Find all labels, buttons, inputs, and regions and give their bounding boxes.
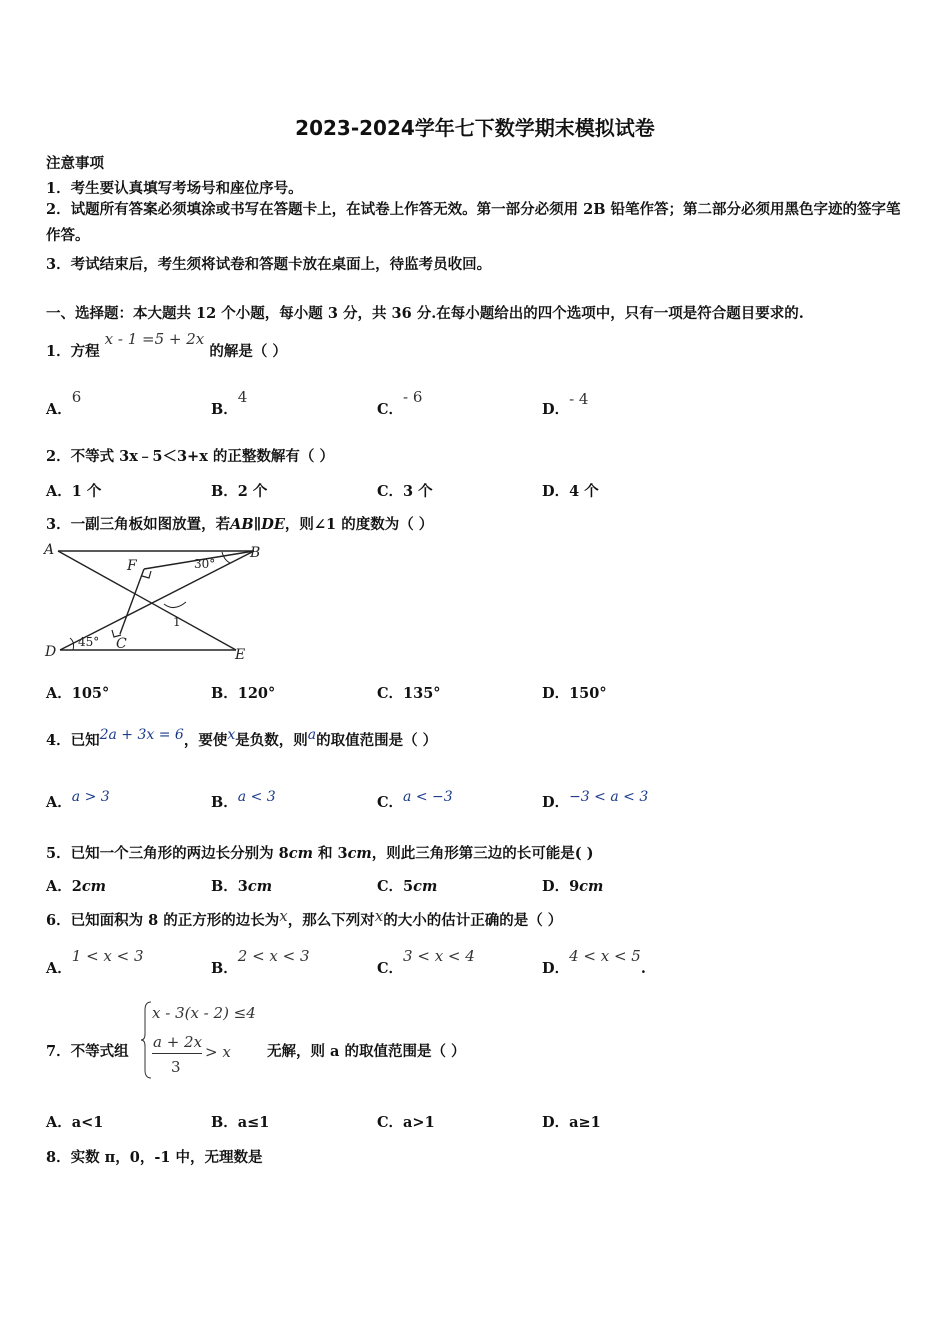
q2-stem: 2．不等式 3x﹣5＜3+x 的正整数解有（ ） — [46, 448, 334, 465]
q7-inequality-2-rhs: > x — [205, 1043, 231, 1061]
segment-fc — [120, 569, 144, 634]
q4-option-b[interactable]: B．a < 3 — [211, 789, 276, 811]
q7-option-b[interactable]: B．a≤1 — [211, 1114, 270, 1131]
q6-option-b[interactable]: B．2 < x < 3 — [211, 947, 310, 977]
q4-option-c[interactable]: C．a < −3 — [377, 789, 453, 811]
q7-option-d[interactable]: D．a≥1 — [542, 1114, 601, 1131]
q1-post: 的解是（ ） — [209, 343, 287, 360]
label-e: E — [235, 647, 246, 663]
q7-inequality-1: x - 3(x - 2) ≤4 — [152, 1004, 256, 1022]
q4-option-a[interactable]: A．a > 3 — [46, 789, 110, 811]
q2-option-c[interactable]: C．3 个 — [377, 483, 433, 500]
page-title: 2023-2024学年七下数学期末模拟试卷 — [295, 116, 655, 140]
label-45-degrees: 45° — [78, 635, 100, 649]
q3-condition: AB∥DE — [230, 516, 285, 533]
q4-stem: 4．已知2a + 3x = 6，要使x是负数，则a的取值范围是（ ） — [46, 727, 438, 749]
q1-stem — [46, 330, 287, 361]
q7-fraction-denominator: 3 — [171, 1058, 181, 1076]
q5-stem: 5．已知一个三角形的两边长分别为 8cm 和 3cm，则此三角形第三边的长可能是( ) — [46, 845, 594, 862]
q5-option-a[interactable]: A．2cm — [46, 878, 107, 895]
q6-option-c[interactable]: C．3 < x < 4 — [377, 947, 475, 977]
q1-option-d[interactable]: D．- 4 — [542, 390, 589, 418]
q1-equation: x - 1 =5 + 2x — [104, 330, 205, 348]
label-b: B — [250, 545, 261, 561]
q7-post: 无解，则 a 的取值范围是（ ） — [267, 1043, 466, 1060]
q3-option-c[interactable]: C．135° — [377, 685, 441, 702]
q5-option-c[interactable]: C．5cm — [377, 878, 438, 895]
q4-equation: 2a + 3x = 6 — [99, 727, 184, 743]
q7-option-a[interactable]: A．a<1 — [46, 1114, 104, 1131]
notice-item-1: 1．考生要认真填写考场号和座位序号。 — [46, 180, 303, 197]
q7-system — [141, 1000, 271, 1080]
q3-option-b[interactable]: B．120° — [211, 685, 276, 702]
notice-heading: 注意事项 — [46, 155, 104, 172]
q7-option-c[interactable]: C．a>1 — [377, 1114, 435, 1131]
q2-option-d[interactable]: D．4 个 — [542, 483, 599, 500]
q5-option-b[interactable]: B．3cm — [211, 878, 273, 895]
label-30-degrees: 30° — [194, 557, 216, 571]
label-c: C — [116, 636, 127, 652]
label-d: D — [45, 644, 57, 660]
q4-var-a: a — [307, 727, 317, 743]
q3-option-a[interactable]: A．105° — [46, 685, 110, 702]
q1-option-a[interactable]: A．6 — [46, 388, 82, 418]
arc-angle-1 — [164, 602, 186, 608]
q7-pre: 7．不等式组 — [46, 1043, 129, 1060]
q6-option-a[interactable]: A．1 < x < 3 — [46, 947, 144, 977]
arc-30 — [222, 552, 230, 563]
q3-stem: 3．一副三角板如图放置，若AB∥DE，则∠1 的度数为（ ） — [46, 516, 434, 533]
section-heading: 一、选择题：本大题共 12 个小题，每小题 3 分，共 36 分.在每小题给出的四个选项中，只有一项是符合题目要求的. — [46, 305, 804, 322]
q1-option-b[interactable]: B．4 — [211, 388, 248, 418]
q1-pre: 1．方程 — [46, 343, 100, 360]
notice-item-2: 2．试题所有答案必须填涂或书写在答题卡上，在试卷上作答无效。第一部分必须用 2B 铅笔作答；第二部分必须用黑色字迹的签字笔作答。 — [46, 201, 901, 244]
notice-item-3: 3．考试结束后，考生须将试卷和答题卡放在桌面上，待监考员收回。 — [46, 256, 492, 273]
q7-fraction-numerator: a + 2x — [153, 1033, 203, 1051]
label-f: F — [127, 558, 137, 574]
q8-stem: 8．实数 π，0，-1 中，无理数是 — [46, 1149, 263, 1166]
q6-stem: 6．已知面积为 8 的正方形的边长为x，那么下列对x的大小的估计正确的是（ ） — [46, 907, 563, 929]
q1-option-c[interactable]: C．- 6 — [377, 388, 423, 418]
q4-var-x: x — [227, 727, 236, 743]
q3-figure — [40, 538, 270, 664]
label-a: A — [44, 542, 55, 558]
q7-fraction-bar — [152, 1053, 202, 1054]
label-angle-1: 1 — [173, 615, 181, 629]
q4-option-d[interactable]: D．−3 < a < 3 — [542, 789, 649, 811]
q2-option-b[interactable]: B．2 个 — [211, 483, 268, 500]
q2-option-a[interactable]: A．1 个 — [46, 483, 102, 500]
q5-option-d[interactable]: D．9cm — [542, 878, 604, 895]
q6-option-d[interactable]: D．4 < x < 5. — [542, 947, 646, 977]
q3-option-d[interactable]: D．150° — [542, 685, 607, 702]
